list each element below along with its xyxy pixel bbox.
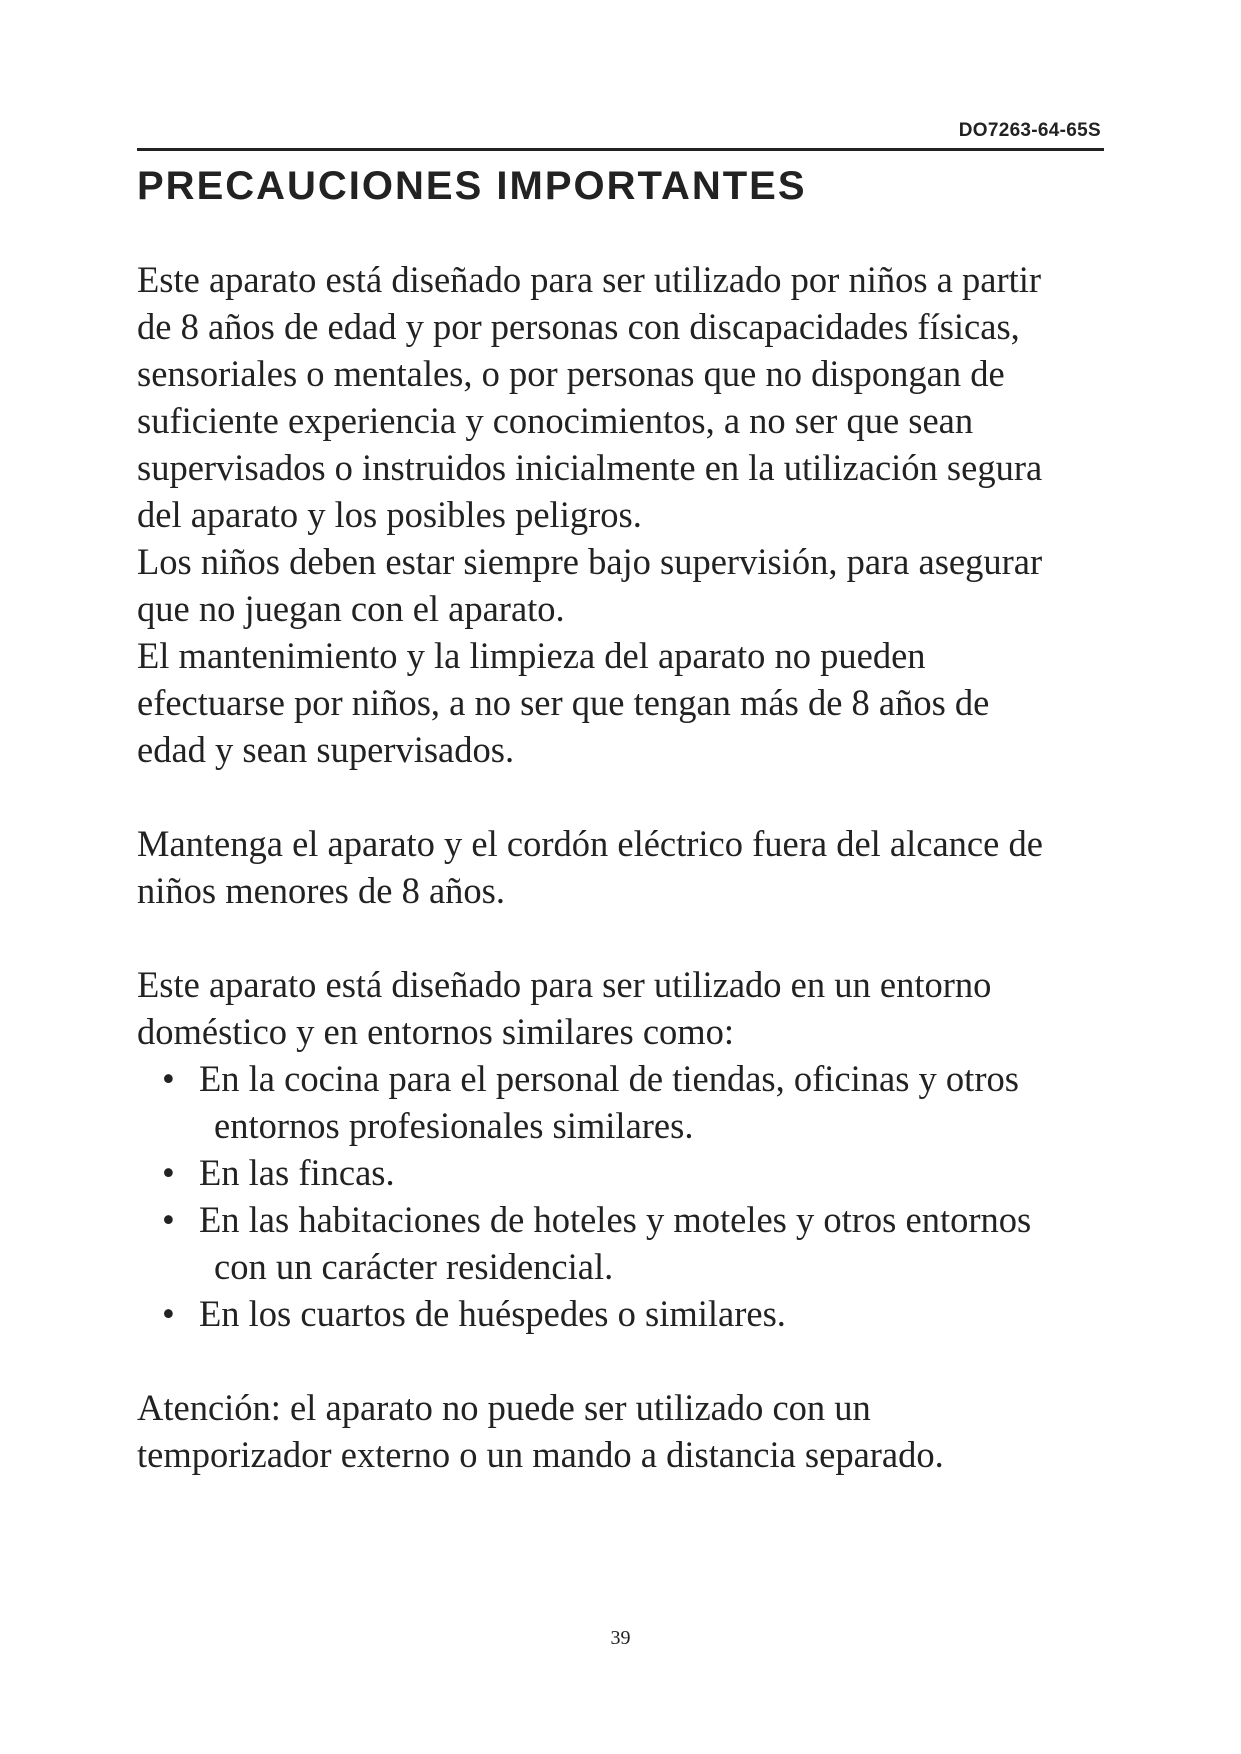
text-line: Este aparato está diseñado para ser utilizado por niños a partir — [137, 259, 1042, 300]
usage-environments-list — [137, 1055, 1117, 1337]
text-line: Mantenga el aparato y el cordón eléctrico fuera del alcance de — [137, 823, 1043, 864]
paragraph-spacer — [137, 914, 1117, 961]
list-item — [137, 1149, 1117, 1196]
text-line: edad y sean supervisados. — [137, 729, 515, 770]
text-line: suficiente experiencia y conocimientos, a no ser que sean — [137, 400, 974, 441]
text-line: doméstico y en entornos similares como: — [137, 1011, 735, 1052]
paragraph-age-restrictions — [137, 256, 1117, 538]
paragraph-spacer — [137, 1337, 1117, 1384]
text-line: efectuarse por niños, a no ser que tengan más de 8 años de — [137, 682, 990, 723]
paragraph-child-supervision — [137, 538, 1117, 632]
bullet-icon: • — [162, 1199, 175, 1240]
bullet-icon: • — [162, 1058, 175, 1099]
paragraph-cord-reach — [137, 820, 1117, 914]
list-item-text: En las habitaciones de hoteles y moteles y otros entornos — [199, 1199, 1032, 1240]
text-line: niños menores de 8 años. — [137, 870, 505, 911]
section-title: PRECAUCIONES IMPORTANTES — [137, 164, 807, 208]
model-code: DO7263-64-65S — [958, 120, 1101, 141]
text-line: del aparato y los posibles peligros. — [137, 494, 642, 535]
text-line: sensoriales o mentales, o por personas que no dispongan de — [137, 353, 1005, 394]
text-line: Atención: el aparato no puede ser utilizado con un — [137, 1387, 871, 1428]
list-item — [137, 1196, 1117, 1290]
text-line: Este aparato está diseñado para ser utilizado en un entorno — [137, 964, 992, 1005]
text-line: El mantenimiento y la limpieza del aparato no pueden — [137, 635, 926, 676]
list-item-text: En los cuartos de huéspedes o similares. — [199, 1293, 786, 1334]
paragraph-timer-warning — [137, 1384, 1117, 1478]
paragraph-spacer — [137, 773, 1117, 820]
list-item — [137, 1055, 1117, 1149]
text-line: temporizador externo o un mando a distancia separado. — [137, 1434, 944, 1475]
text-line: Los niños deben estar siempre bajo supervisión, para asegurar — [137, 541, 1043, 582]
text-line: de 8 años de edad y por personas con discapacidades físicas, — [137, 306, 1020, 347]
paragraph-domestic-use — [137, 961, 1117, 1055]
paragraph-maintenance — [137, 632, 1117, 773]
document-body — [137, 256, 1117, 1478]
bullet-icon: • — [162, 1293, 175, 1334]
text-line: que no juegan con el aparato. — [137, 588, 565, 629]
list-item-text: En las fincas. — [199, 1152, 395, 1193]
list-item — [137, 1290, 1117, 1337]
header-rule — [137, 148, 1104, 151]
list-item-continuation: con un carácter residencial. — [214, 1246, 614, 1287]
list-item-continuation: entornos profesionales similares. — [214, 1105, 694, 1146]
bullet-icon: • — [162, 1152, 175, 1193]
text-line: supervisados o instruidos inicialmente en la utilización segura — [137, 447, 1043, 488]
page-number: 39 — [610, 1627, 631, 1649]
list-item-text: En la cocina para el personal de tiendas, oficinas y otros — [199, 1058, 1019, 1099]
